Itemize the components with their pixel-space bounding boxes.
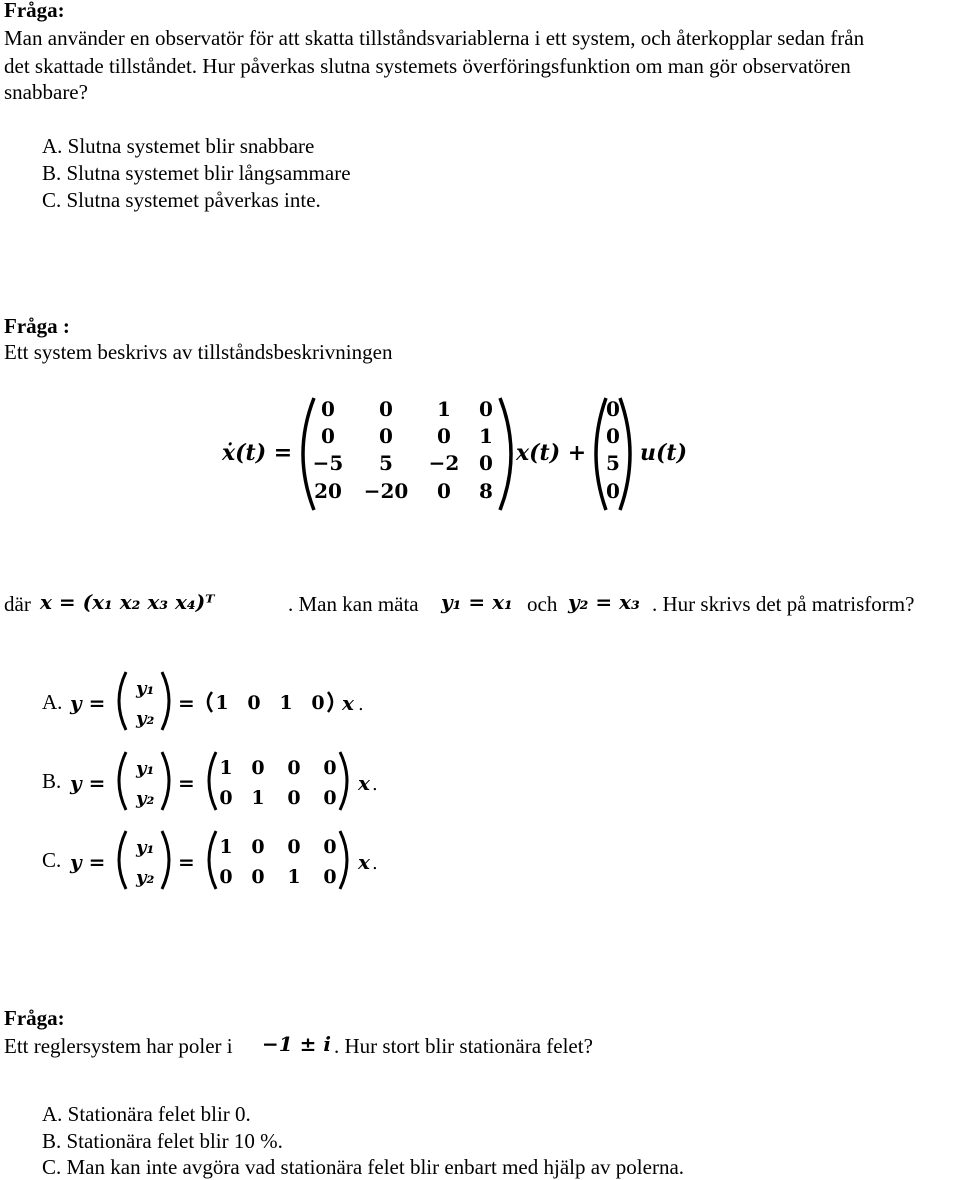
svg-text:0: 0 bbox=[287, 787, 301, 809]
svg-text:0: 0 bbox=[379, 397, 393, 421]
x-definition: x = (x₁ x₂ x₃ x₄)ᵀ bbox=[40, 590, 215, 614]
svg-text:y₁: y₁ bbox=[136, 837, 155, 858]
svg-text:0: 0 bbox=[479, 397, 493, 421]
q3-heading: Fråga: bbox=[4, 1006, 65, 1030]
measure-text: . Man kan mäta bbox=[288, 592, 419, 616]
svg-text:0: 0 bbox=[287, 836, 301, 858]
svg-text:x: x bbox=[358, 771, 370, 795]
svg-text:0: 0 bbox=[251, 866, 265, 888]
q1-option-c: C. Slutna systemet påverkas inte. bbox=[42, 188, 321, 212]
svg-text:x: x bbox=[358, 850, 370, 874]
q3-text-before: Ett reglersystem har poler i bbox=[4, 1034, 233, 1058]
q1-text-line1: Man använder en observatör för att skatta tillståndsvariablerna i ett system, och återkopplar sedan från bbox=[4, 26, 865, 50]
q2-heading: Fråga : bbox=[4, 314, 70, 338]
svg-text:0: 0 bbox=[251, 836, 265, 858]
q2-intro: Ett system beskrivs av tillståndsbeskrivningen bbox=[4, 340, 393, 364]
y1-definition: y₁ = x₁ bbox=[441, 590, 513, 614]
svg-text:.: . bbox=[372, 774, 378, 795]
svg-text:0: 0 bbox=[247, 692, 261, 714]
svg-text:0: 0 bbox=[219, 787, 233, 809]
q2-question: . Hur skrivs det på matrisform? bbox=[652, 592, 915, 616]
svg-text:=: = bbox=[178, 771, 195, 795]
svg-text:0: 0 bbox=[321, 397, 335, 421]
svg-text:x: x bbox=[342, 691, 354, 715]
svg-text:0: 0 bbox=[323, 866, 337, 888]
svg-text:0: 0 bbox=[606, 479, 620, 503]
vector-b bbox=[606, 397, 620, 503]
q1-option-b: B. Slutna systemet blir långsammare bbox=[42, 161, 351, 185]
svg-text:0: 0 bbox=[323, 787, 337, 809]
svg-text:1: 1 bbox=[279, 692, 293, 714]
svg-text:.: . bbox=[358, 694, 364, 715]
q1-option-a: A. Slutna systemet blir snabbare bbox=[42, 134, 315, 158]
svg-text:5: 5 bbox=[379, 451, 393, 475]
svg-text:.: . bbox=[372, 853, 378, 874]
q2-option-c-label: C. bbox=[42, 848, 62, 872]
q1-text-line2: det skattade tillståndet. Hur påverkas slutna systemets överföringsfunktion om man gör observatören bbox=[4, 54, 851, 78]
svg-text:−2: −2 bbox=[428, 451, 460, 475]
y2-definition: y₂ = x₃ bbox=[568, 590, 640, 614]
equation-rhs: u(t) bbox=[640, 440, 687, 466]
svg-text:0: 0 bbox=[323, 836, 337, 858]
q3-text-after: . Hur stort blir stationära felet? bbox=[334, 1034, 593, 1058]
svg-text:1: 1 bbox=[287, 866, 301, 888]
svg-text:0: 0 bbox=[437, 479, 451, 503]
svg-text:y₁: y₁ bbox=[136, 678, 155, 699]
q2-option-c-equation bbox=[66, 827, 396, 893]
svg-text:0: 0 bbox=[311, 692, 325, 714]
q2-option-a-label: A. bbox=[42, 690, 63, 714]
svg-text:0: 0 bbox=[321, 424, 335, 448]
svg-text:1: 1 bbox=[215, 692, 229, 714]
svg-text:1: 1 bbox=[251, 787, 265, 809]
q3-option-a: A. Stationära felet blir 0. bbox=[42, 1102, 251, 1126]
q2-option-b-label: B. bbox=[42, 769, 62, 793]
q1-heading: Fråga: bbox=[4, 0, 65, 22]
svg-text:0: 0 bbox=[437, 424, 451, 448]
svg-text:0: 0 bbox=[219, 866, 233, 888]
svg-text:0: 0 bbox=[287, 757, 301, 779]
svg-text:y₂: y₂ bbox=[136, 708, 155, 729]
svg-text:0: 0 bbox=[606, 397, 620, 421]
q1-text-line3: snabbare? bbox=[4, 80, 88, 104]
svg-text:8: 8 bbox=[479, 479, 493, 503]
svg-text:0: 0 bbox=[251, 757, 265, 779]
equation-mid: x(t) + bbox=[516, 440, 587, 466]
q3-poles: −1 ± i bbox=[262, 1032, 331, 1056]
svg-text:=: = bbox=[178, 850, 195, 874]
svg-text:1: 1 bbox=[437, 397, 451, 421]
q2-option-b-equation bbox=[66, 748, 396, 814]
svg-text:y₂: y₂ bbox=[136, 867, 155, 888]
svg-text:−5: −5 bbox=[312, 451, 344, 475]
svg-text:y =: y = bbox=[70, 691, 106, 715]
svg-text:y =: y = bbox=[70, 850, 106, 874]
svg-text:1: 1 bbox=[219, 836, 233, 858]
q3-option-c: C. Man kan inte avgöra vad stationära felet blir enbart med hjälp av polerna. bbox=[42, 1155, 685, 1179]
svg-text:y =: y = bbox=[70, 771, 106, 795]
svg-text:0: 0 bbox=[479, 451, 493, 475]
where-prefix: där bbox=[4, 592, 31, 616]
svg-text:−20: −20 bbox=[363, 479, 409, 503]
och-text: och bbox=[527, 592, 558, 616]
svg-text:0: 0 bbox=[606, 424, 620, 448]
matrix-a bbox=[313, 397, 493, 503]
svg-text:20: 20 bbox=[314, 479, 342, 503]
svg-text:1: 1 bbox=[219, 757, 233, 779]
state-equation bbox=[210, 390, 710, 518]
svg-text:5: 5 bbox=[606, 451, 620, 475]
svg-text:1: 1 bbox=[479, 424, 493, 448]
svg-text:0: 0 bbox=[379, 424, 393, 448]
q3-option-b: B. Stationära felet blir 10 %. bbox=[42, 1129, 283, 1153]
q2-option-a-equation bbox=[66, 668, 386, 734]
svg-text:0: 0 bbox=[323, 757, 337, 779]
svg-text:=: = bbox=[178, 691, 195, 715]
svg-text:y₁: y₁ bbox=[136, 758, 155, 779]
equation-lhs: ẋ(t) = bbox=[222, 440, 293, 466]
svg-text:y₂: y₂ bbox=[136, 788, 155, 809]
